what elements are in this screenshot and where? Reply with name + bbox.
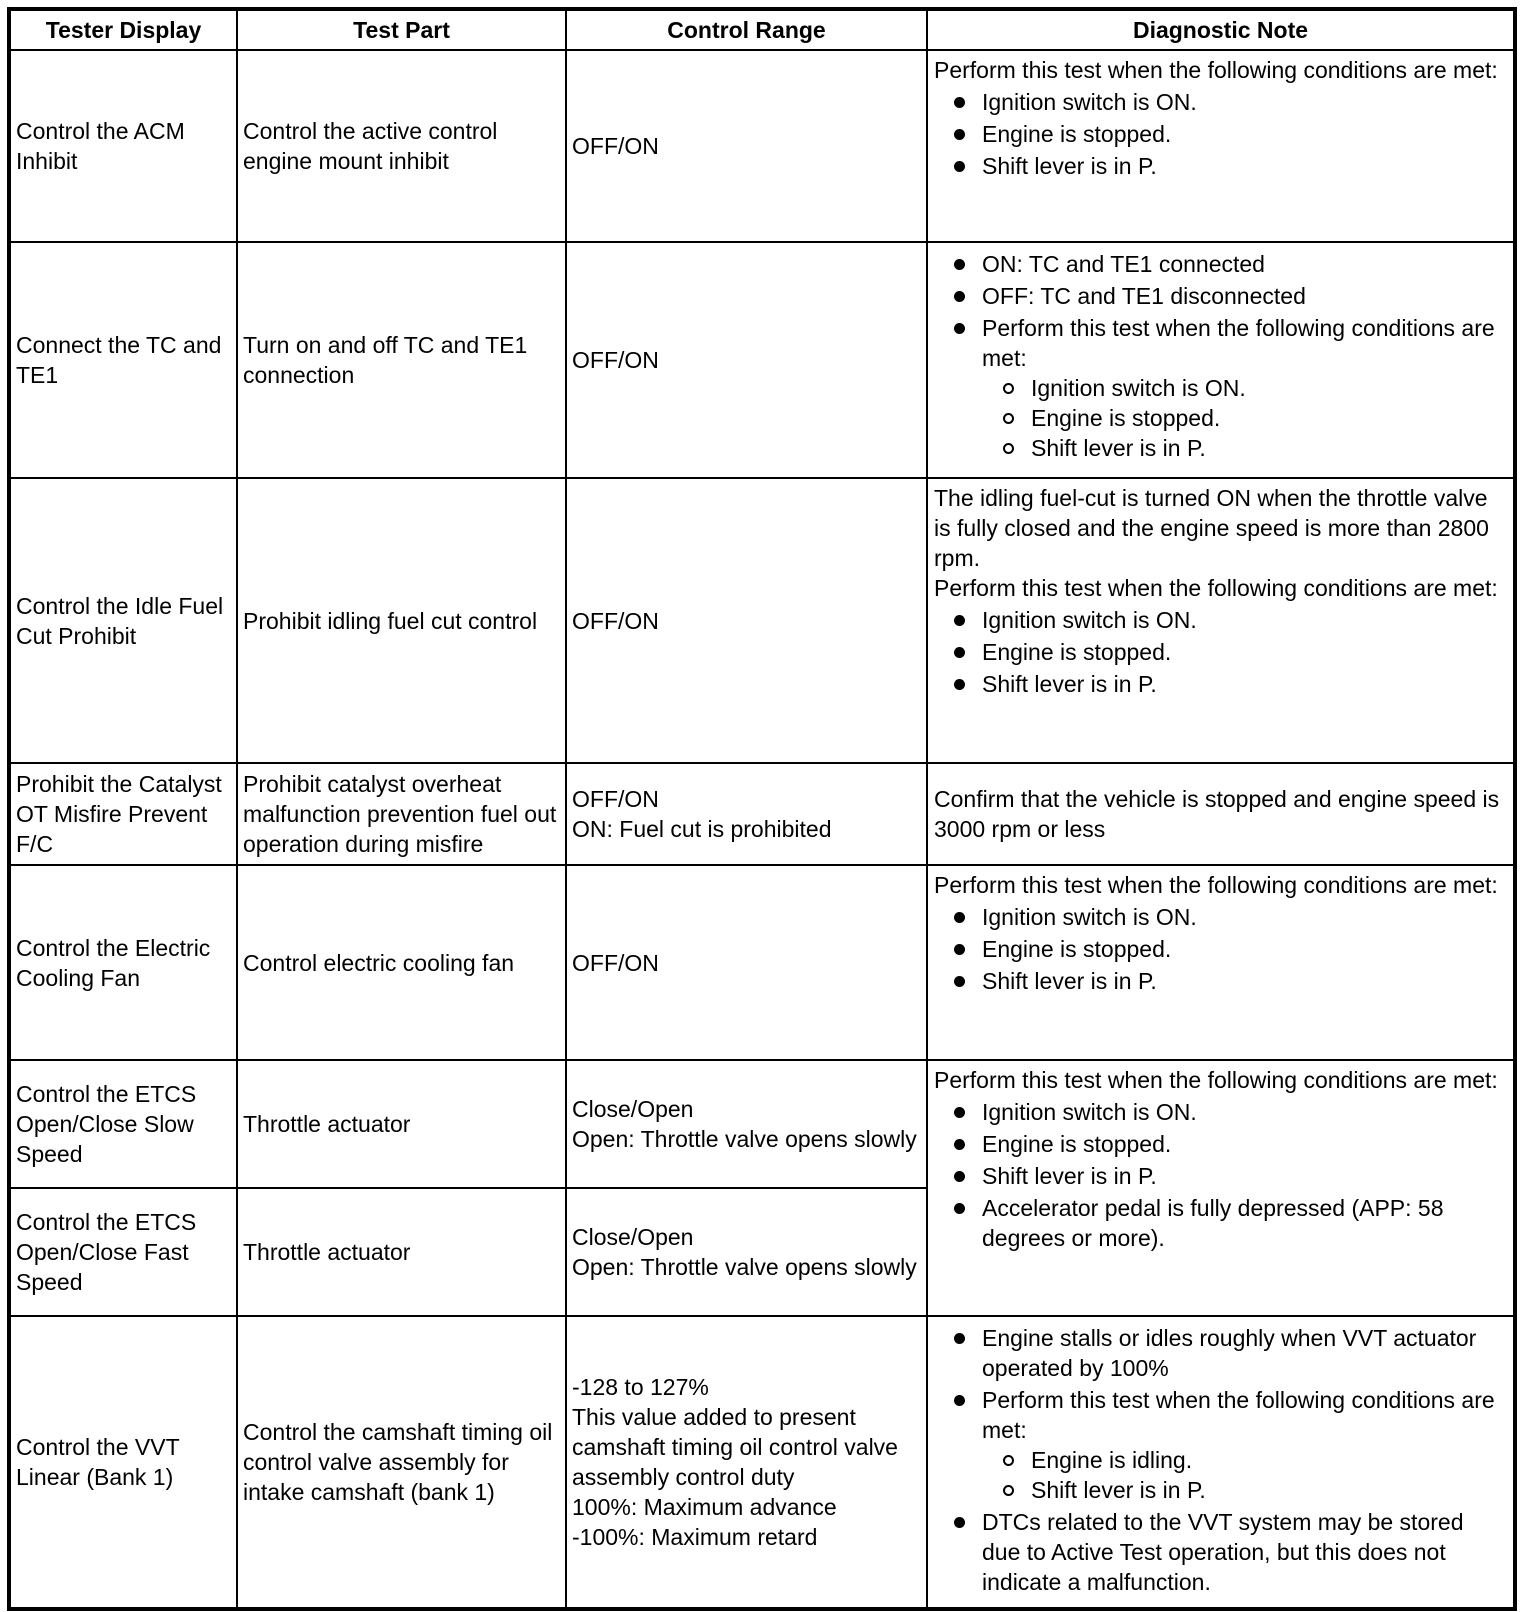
bullet-item: Ignition switch is ON. (934, 87, 1507, 117)
active-test-table (7, 7, 1517, 1611)
control-range-line: Open: Throttle valve opens slowly (572, 1126, 917, 1152)
control-range-line: OFF/ON (572, 347, 659, 373)
header-row (9, 9, 1515, 50)
test-part-cell: Throttle actuator (237, 1060, 566, 1188)
test-part-cell: Prohibit catalyst overheat malfunction prevention fuel out operation during misfire (237, 763, 566, 865)
control-range-line: This value added to present camshaft timing oil control valve assembly control duty (572, 1404, 898, 1490)
diagnostic-note-cell (927, 242, 1515, 478)
control-range-cell (566, 1188, 927, 1316)
table-row (9, 1060, 1515, 1188)
table-row (9, 50, 1515, 242)
note-paragraph: Perform this test when the following conditions are met: (934, 575, 1498, 601)
control-range-cell (566, 478, 927, 763)
bullet-item: Ignition switch is ON. (934, 902, 1507, 932)
bullet-item: Perform this test when the following conditions are met: (934, 1385, 1507, 1445)
test-part-cell: Turn on and off TC and TE1 connection (237, 242, 566, 478)
bullet-item: Ignition switch is ON. (934, 605, 1507, 635)
bullet-item: Engine is stopped. (934, 637, 1507, 667)
tester-display-cell: Control the Idle Fuel Cut Prohibit (9, 478, 237, 763)
control-range-line: OFF/ON (572, 786, 659, 812)
table-row (9, 1316, 1515, 1609)
control-range-line: Close/Open (572, 1096, 694, 1122)
test-part-cell: Control the camshaft timing oil control valve assembly for intake camshaft (bank 1) (237, 1316, 566, 1609)
bullet-item: Shift lever is in P. (934, 1161, 1507, 1191)
header-tester-display: Tester Display (9, 9, 237, 50)
control-range-cell (566, 242, 927, 478)
sub-bullet-item: Shift lever is in P. (934, 1475, 1507, 1505)
bullet-item: Shift lever is in P. (934, 669, 1507, 699)
control-range-line: OFF/ON (572, 607, 659, 634)
diagnostic-note-cell (927, 1060, 1515, 1316)
note-paragraph: Perform this test when the following conditions are met: (934, 57, 1498, 83)
bullet-item: Engine is stopped. (934, 934, 1507, 964)
diagnostic-note-cell (927, 50, 1515, 242)
control-range-cell (566, 1316, 927, 1609)
table-row (9, 865, 1515, 1060)
sub-bullet-item: Shift lever is in P. (934, 433, 1507, 463)
note-paragraph: Confirm that the vehicle is stopped and engine speed is 3000 rpm or less (934, 786, 1500, 842)
note-paragraph: Perform this test when the following conditions are met: (934, 872, 1498, 898)
test-part-cell: Control the active control engine mount inhibit (237, 50, 566, 242)
header-control-range: Control Range (566, 9, 927, 50)
table-row (9, 478, 1515, 763)
bullet-item: Shift lever is in P. (934, 151, 1507, 181)
control-range-cell (566, 763, 927, 865)
note-paragraph: The idling fuel-cut is turned ON when the throttle valve is fully closed and the engine speed is more than 2800 rpm. (934, 485, 1489, 571)
test-part-cell: Control electric cooling fan (237, 865, 566, 1060)
bullet-item: OFF: TC and TE1 disconnected (934, 281, 1507, 311)
bullet-item: ON: TC and TE1 connected (934, 249, 1507, 279)
note-paragraph: Perform this test when the following conditions are met: (934, 1067, 1498, 1093)
bullet-item: Ignition switch is ON. (934, 1097, 1507, 1127)
diagnostic-note-cell (927, 1316, 1515, 1609)
bullet-item: Accelerator pedal is fully depressed (APP: 58 degrees or more). (934, 1193, 1507, 1253)
tester-display-cell: Control the ETCS Open/Close Fast Speed (9, 1188, 237, 1316)
diagnostic-note-cell (927, 865, 1515, 1060)
control-range-line: 100%: Maximum advance (572, 1494, 837, 1520)
header-test-part: Test Part (237, 9, 566, 50)
control-range-cell (566, 50, 927, 242)
bullet-item: Engine stalls or idles roughly when VVT actuator operated by 100% (934, 1323, 1507, 1383)
control-range-line: Close/Open (572, 1224, 694, 1250)
sub-bullet-item: Engine is idling. (934, 1445, 1507, 1475)
sub-bullet-item: Ignition switch is ON. (934, 373, 1507, 403)
test-part-cell: Throttle actuator (237, 1188, 566, 1316)
table-row (9, 242, 1515, 478)
control-range-line: OFF/ON (572, 949, 659, 976)
sub-bullet-item: Engine is stopped. (934, 403, 1507, 433)
header-diagnostic-note: Diagnostic Note (927, 9, 1515, 50)
test-part-cell: Prohibit idling fuel cut control (237, 478, 566, 763)
control-range-line: Open: Throttle valve opens slowly (572, 1254, 917, 1280)
control-range-line: OFF/ON (572, 133, 659, 159)
bullet-item: Shift lever is in P. (934, 966, 1507, 996)
diagnostic-note-cell (927, 478, 1515, 763)
bullet-item: Engine is stopped. (934, 1129, 1507, 1159)
control-range-cell (566, 1060, 927, 1188)
tester-display-cell: Control the Electric Cooling Fan (9, 865, 237, 1060)
control-range-cell (566, 865, 927, 1060)
control-range-line: -128 to 127% (572, 1374, 709, 1400)
tester-display-cell: Control the ACM Inhibit (9, 50, 237, 242)
control-range-line: -100%: Maximum retard (572, 1524, 818, 1550)
table-row (9, 763, 1515, 865)
tester-display-cell: Control the ETCS Open/Close Slow Speed (9, 1060, 237, 1188)
tester-display-cell: Control the VVT Linear (Bank 1) (9, 1316, 237, 1609)
bullet-item: Engine is stopped. (934, 119, 1507, 149)
bullet-item: Perform this test when the following conditions are met: (934, 313, 1507, 373)
tester-display-cell: Connect the TC and TE1 (9, 242, 237, 478)
tester-display-cell: Prohibit the Catalyst OT Misfire Prevent F/C (9, 763, 237, 865)
bullet-item: DTCs related to the VVT system may be stored due to Active Test operation, but this does not indicate a malfunction. (934, 1507, 1507, 1597)
diagnostic-note-cell (927, 763, 1515, 865)
control-range-line: ON: Fuel cut is prohibited (572, 816, 832, 842)
